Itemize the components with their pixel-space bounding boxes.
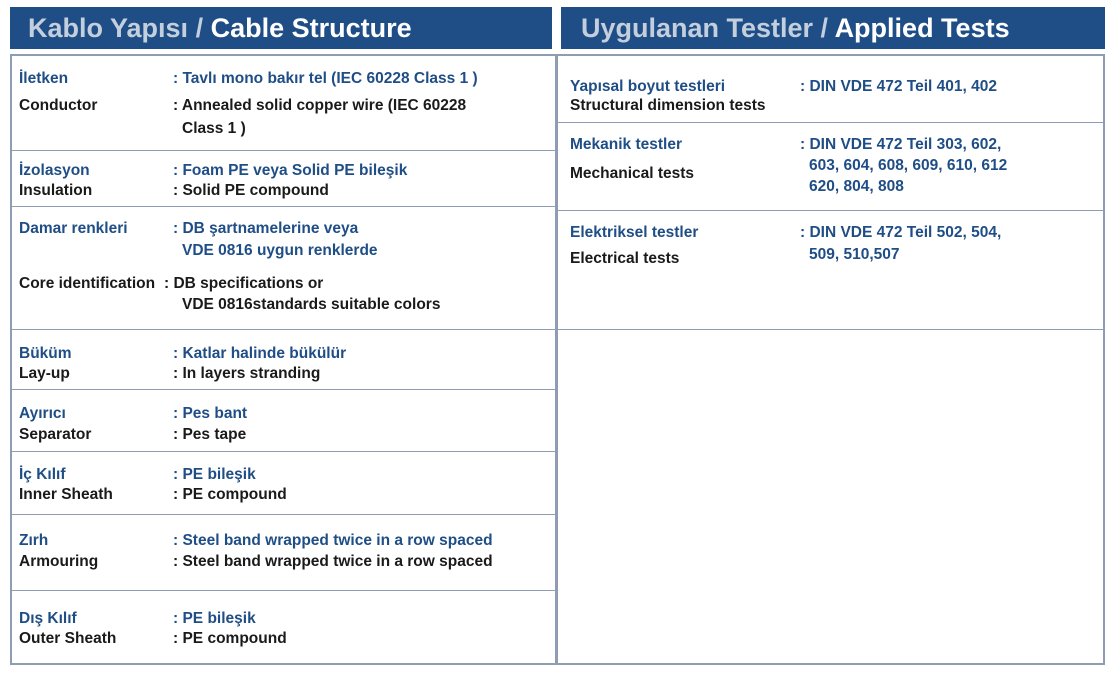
conductor-row [12,56,555,151]
core-id-en-value-cont: VDE 0816standards suitable colors [182,296,441,313]
insulation-tr-value: : Foam PE veya Solid PE bileşik [173,162,408,179]
structural-tests-en-label: Structural dimension tests [570,97,766,114]
conductor-tr-value: : Tavlı mono bakır tel (IEC 60228 Class 1 ) [173,70,478,87]
layup-en-label: Lay-up [19,365,70,382]
insulation-tr-label: İzolasyon [19,162,90,179]
separator-en-label: Separator [19,426,92,443]
armouring-tr-value: : Steel band wrapped twice in a row spaced [173,532,493,549]
insulation-row [12,150,555,207]
cable-structure-panel [10,54,557,665]
cable-structure-header [10,7,552,49]
outer-sheath-row [12,590,555,663]
core-identification-row [12,206,555,330]
separator-tr-value: : Pes bant [173,405,248,422]
outer-sheath-en-value: : PE compound [173,630,287,647]
armouring-tr-label: Zırh [19,532,49,549]
mechanical-tests-value: : DIN VDE 472 Teil 303, 602, [800,136,1002,153]
mechanical-tests-row [558,122,1103,211]
armouring-row [12,514,555,591]
insulation-en-value: : Solid PE compound [173,182,329,199]
core-id-tr-label: Damar renkleri [19,220,128,237]
conductor-en-value: : Annealed solid copper wire (IEC 60228 [173,97,467,114]
conductor-en-value-cont: Class 1 ) [182,120,246,137]
outer-sheath-en-label: Outer Sheath [19,630,117,647]
separator-en-value: : Pes tape [173,426,247,443]
layup-row [12,329,555,390]
armouring-en-label: Armouring [19,553,99,570]
outer-sheath-tr-value: : PE bileşik [173,610,256,627]
outer-sheath-tr-label: Dış Kılıf [19,610,77,627]
mechanical-tests-tr-label: Mekanik testler [570,136,682,153]
header-tr-text: Uygulanan Testler / [581,13,835,43]
structural-tests-value: : DIN VDE 472 Teil 401, 402 [800,78,998,95]
inner-sheath-en-label: Inner Sheath [19,486,113,503]
core-id-tr-value: : DB şartnamelerine veya [173,220,359,237]
inner-sheath-row [12,451,555,515]
inner-sheath-tr-label: İç Kılıf [19,466,66,483]
electrical-tests-tr-label: Elektriksel testler [570,224,699,241]
core-id-en-value: : DB specifications or [164,275,324,292]
layup-tr-value: : Katlar halinde bükülür [173,345,347,362]
core-id-tr-value-cont: VDE 0816 uygun renklerde [182,242,378,259]
inner-sheath-tr-value: : PE bileşik [173,466,256,483]
conductor-en-label: Conductor [19,97,98,114]
electrical-tests-value-cont: 509, 510,507 [809,246,900,263]
header-tr-text: Kablo Yapısı / [28,13,211,43]
layup-tr-label: Büküm [19,345,72,362]
separator-row [12,389,555,452]
conductor-tr-label: İletken [19,70,69,87]
separator-tr-label: Ayırıcı [19,405,66,422]
header-en-text: Applied Tests [834,13,1010,43]
insulation-en-label: Insulation [19,182,93,199]
structural-tests-row [558,56,1103,123]
electrical-tests-en-label: Electrical tests [570,250,680,267]
inner-sheath-en-value: : PE compound [173,486,287,503]
structural-tests-tr-label: Yapısal boyut testleri [570,78,726,95]
mechanical-tests-value-cont: 603, 604, 608, 609, 610, 612 [809,157,1008,174]
applied-tests-panel [556,54,1105,665]
applied-tests-header [561,7,1105,49]
electrical-tests-row [558,210,1103,330]
layup-en-value: : In layers stranding [173,365,321,382]
armouring-en-value: : Steel band wrapped twice in a row spaced [173,553,493,570]
mechanical-tests-en-label: Mechanical tests [570,165,695,182]
header-en-text: Cable Structure [210,13,412,43]
core-id-en-label: Core identification [19,275,156,292]
electrical-tests-value: : DIN VDE 472 Teil 502, 504, [800,224,1002,241]
mechanical-tests-value-cont2: 620, 804, 808 [809,178,904,195]
